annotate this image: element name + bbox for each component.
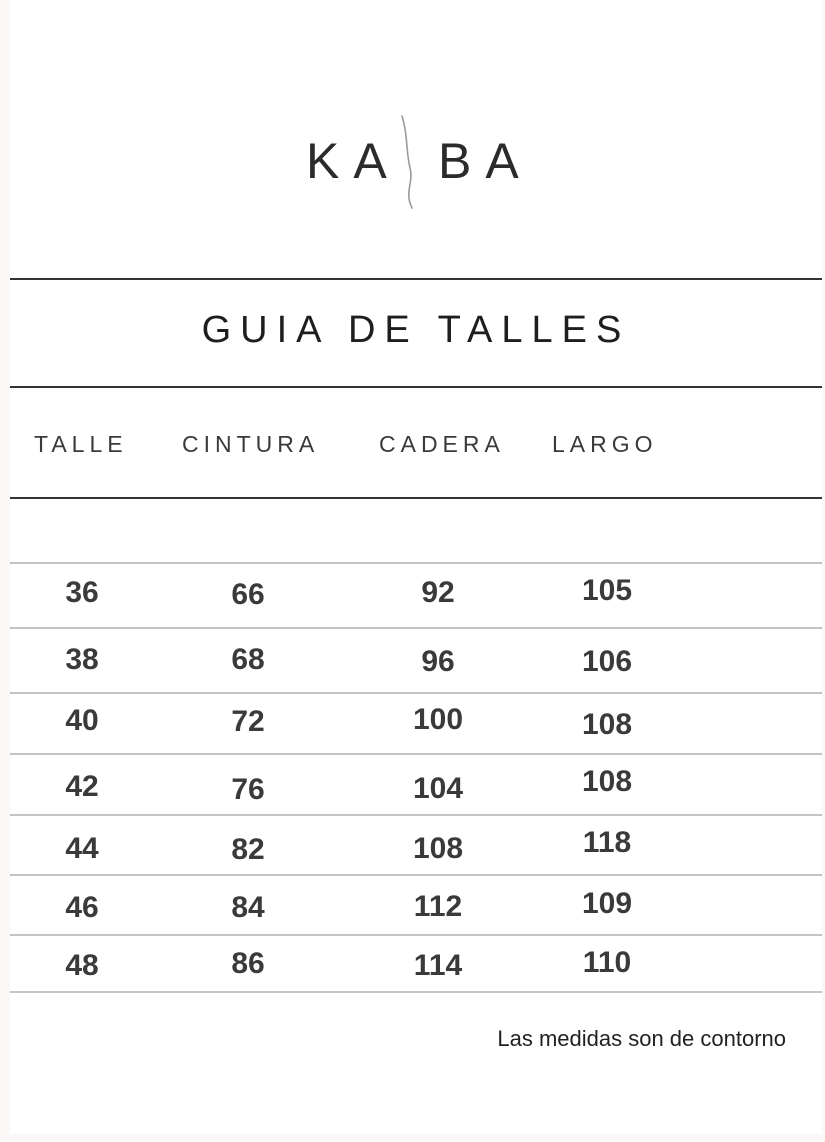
cell-talle: 40	[65, 704, 99, 737]
brand-right-text: BA	[438, 133, 533, 189]
table-row-divider	[10, 874, 822, 876]
cell-talle: 48	[65, 949, 99, 982]
table-row-divider	[10, 562, 822, 564]
cell-cintura: 84	[231, 891, 265, 924]
cell-talle: 36	[65, 576, 99, 609]
table-row-divider	[10, 627, 822, 629]
table-row-divider	[10, 692, 822, 694]
table-row-divider	[10, 934, 822, 936]
size-guide-page	[10, 0, 822, 1134]
table-row-divider	[10, 991, 822, 993]
cell-cadera: 112	[413, 890, 463, 923]
cell-largo: 108	[581, 708, 633, 741]
cell-largo: 105	[581, 574, 633, 607]
cell-talle: 42	[65, 770, 99, 803]
brand-logo	[10, 112, 822, 212]
cell-cintura: 72	[231, 705, 265, 738]
cell-cintura: 82	[231, 833, 265, 866]
column-header-cadera: CADERA	[379, 431, 505, 457]
cell-cintura: 86	[231, 947, 265, 980]
cell-cintura: 68	[231, 643, 265, 676]
column-header-talle: TALLE	[34, 431, 128, 457]
cell-cintura: 66	[231, 578, 265, 611]
cell-cintura: 76	[231, 773, 265, 806]
cell-talle: 46	[65, 891, 99, 924]
column-header-largo: LARGO	[552, 431, 658, 457]
cell-cadera: 92	[421, 576, 455, 609]
header-bottom-rule	[10, 497, 822, 499]
column-header-cintura: CINTURA	[182, 431, 320, 457]
cell-largo: 118	[582, 826, 632, 859]
cell-largo: 110	[582, 946, 632, 979]
cell-cadera: 114	[413, 949, 463, 982]
cell-cadera: 104	[412, 772, 464, 805]
table-row-divider	[10, 814, 822, 816]
title-top-rule	[10, 278, 822, 280]
brand-left-text: KA	[306, 133, 401, 189]
page-title: GUIA DE TALLES	[201, 309, 631, 351]
cell-talle: 44	[65, 832, 99, 865]
table-row-divider	[10, 753, 822, 755]
cell-cadera: 100	[412, 703, 464, 736]
cell-cadera: 108	[412, 832, 464, 865]
cell-cadera: 96	[421, 645, 455, 678]
cell-largo: 108	[581, 765, 633, 798]
cell-largo: 106	[581, 645, 633, 678]
cell-talle: 38	[65, 643, 99, 676]
cell-largo: 109	[581, 887, 633, 920]
title-bottom-rule	[10, 386, 822, 388]
brand-curve-icon	[398, 112, 428, 212]
measurement-note: Las medidas son de contorno	[497, 1026, 786, 1051]
